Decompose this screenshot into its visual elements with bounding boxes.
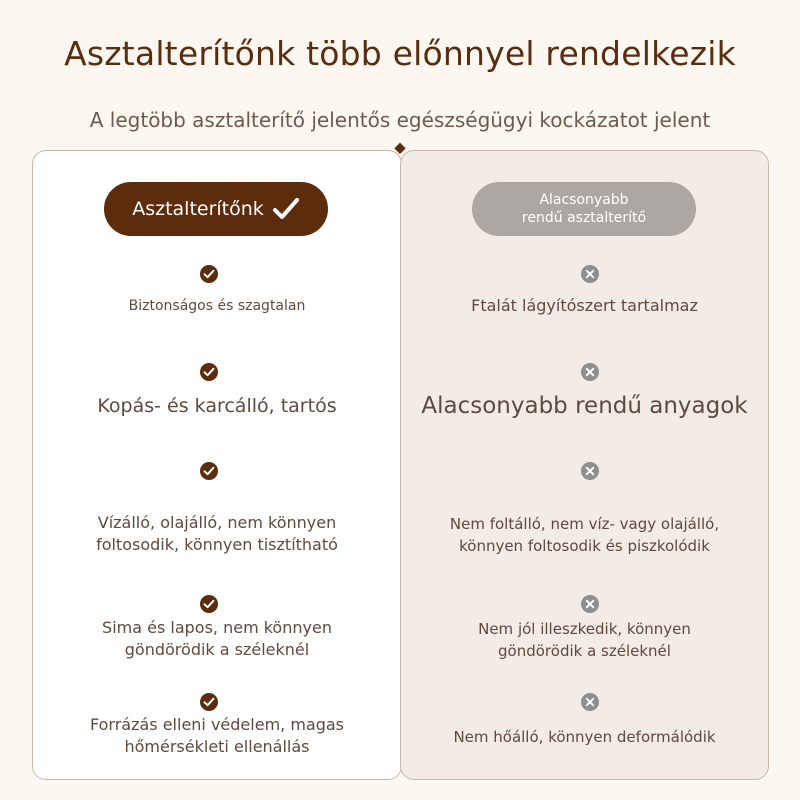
check-circle-icon — [200, 265, 218, 283]
checkmark-icon — [272, 195, 300, 223]
x-circle-icon — [581, 595, 599, 613]
drawback-inferior-materials: Alacsonyabb rendű anyagok — [421, 393, 748, 419]
check-circle-icon — [200, 595, 218, 613]
check-circle-icon — [200, 693, 218, 711]
check-circle-icon — [200, 363, 218, 381]
our-tablecloth-label: Asztalterítőnk — [132, 198, 264, 220]
x-circle-icon — [581, 462, 599, 480]
check-circle-icon — [200, 462, 218, 480]
advantage-heat-resistant: Forrázás elleni védelem, magas hőmérsékleti ellenállás — [89, 715, 345, 756]
advantage-waterproof: Vízálló, olajálló, nem könnyen foltosodik, könnyen tisztítható — [96, 513, 338, 554]
x-circle-icon — [581, 265, 599, 283]
advantage-safe-odorless: Biztonságos és szagtalan — [128, 298, 306, 314]
advantage-wear-resistant: Kopás- és karcálló, tartós — [97, 395, 337, 417]
x-circle-icon — [581, 363, 599, 381]
drawback-poor-fit: Nem jól illeszkedik, könnyen göndörödik a széleknél — [478, 620, 691, 660]
drawback-not-heat-resistant: Nem hőálló, könnyen deformálódik — [453, 728, 716, 746]
inferior-tablecloth-pill — [472, 182, 696, 236]
our-tablecloth-pill — [104, 182, 328, 236]
page-subtitle: A legtöbb asztalterítő jelentős egészségügyi kockázatot jelent — [89, 108, 711, 132]
inferior-pill-line-1: Alacsonyabb — [539, 192, 629, 208]
inferior-pill-line-2: rendű asztalterítő — [521, 210, 647, 226]
x-circle-icon — [581, 693, 599, 711]
drawback-phthalate: Ftalát lágyítószert tartalmaz — [471, 296, 698, 315]
drawback-not-stain-resistant: Nem foltálló, nem víz- vagy olajálló, könnyen foltosodik és piszkolódik — [449, 515, 720, 555]
advantage-flat-edges: Sima és lapos, nem könnyen göndörödik a széleknél — [102, 618, 332, 659]
page-title: Asztalterítőnk több előnnyel rendelkezik — [64, 34, 736, 73]
